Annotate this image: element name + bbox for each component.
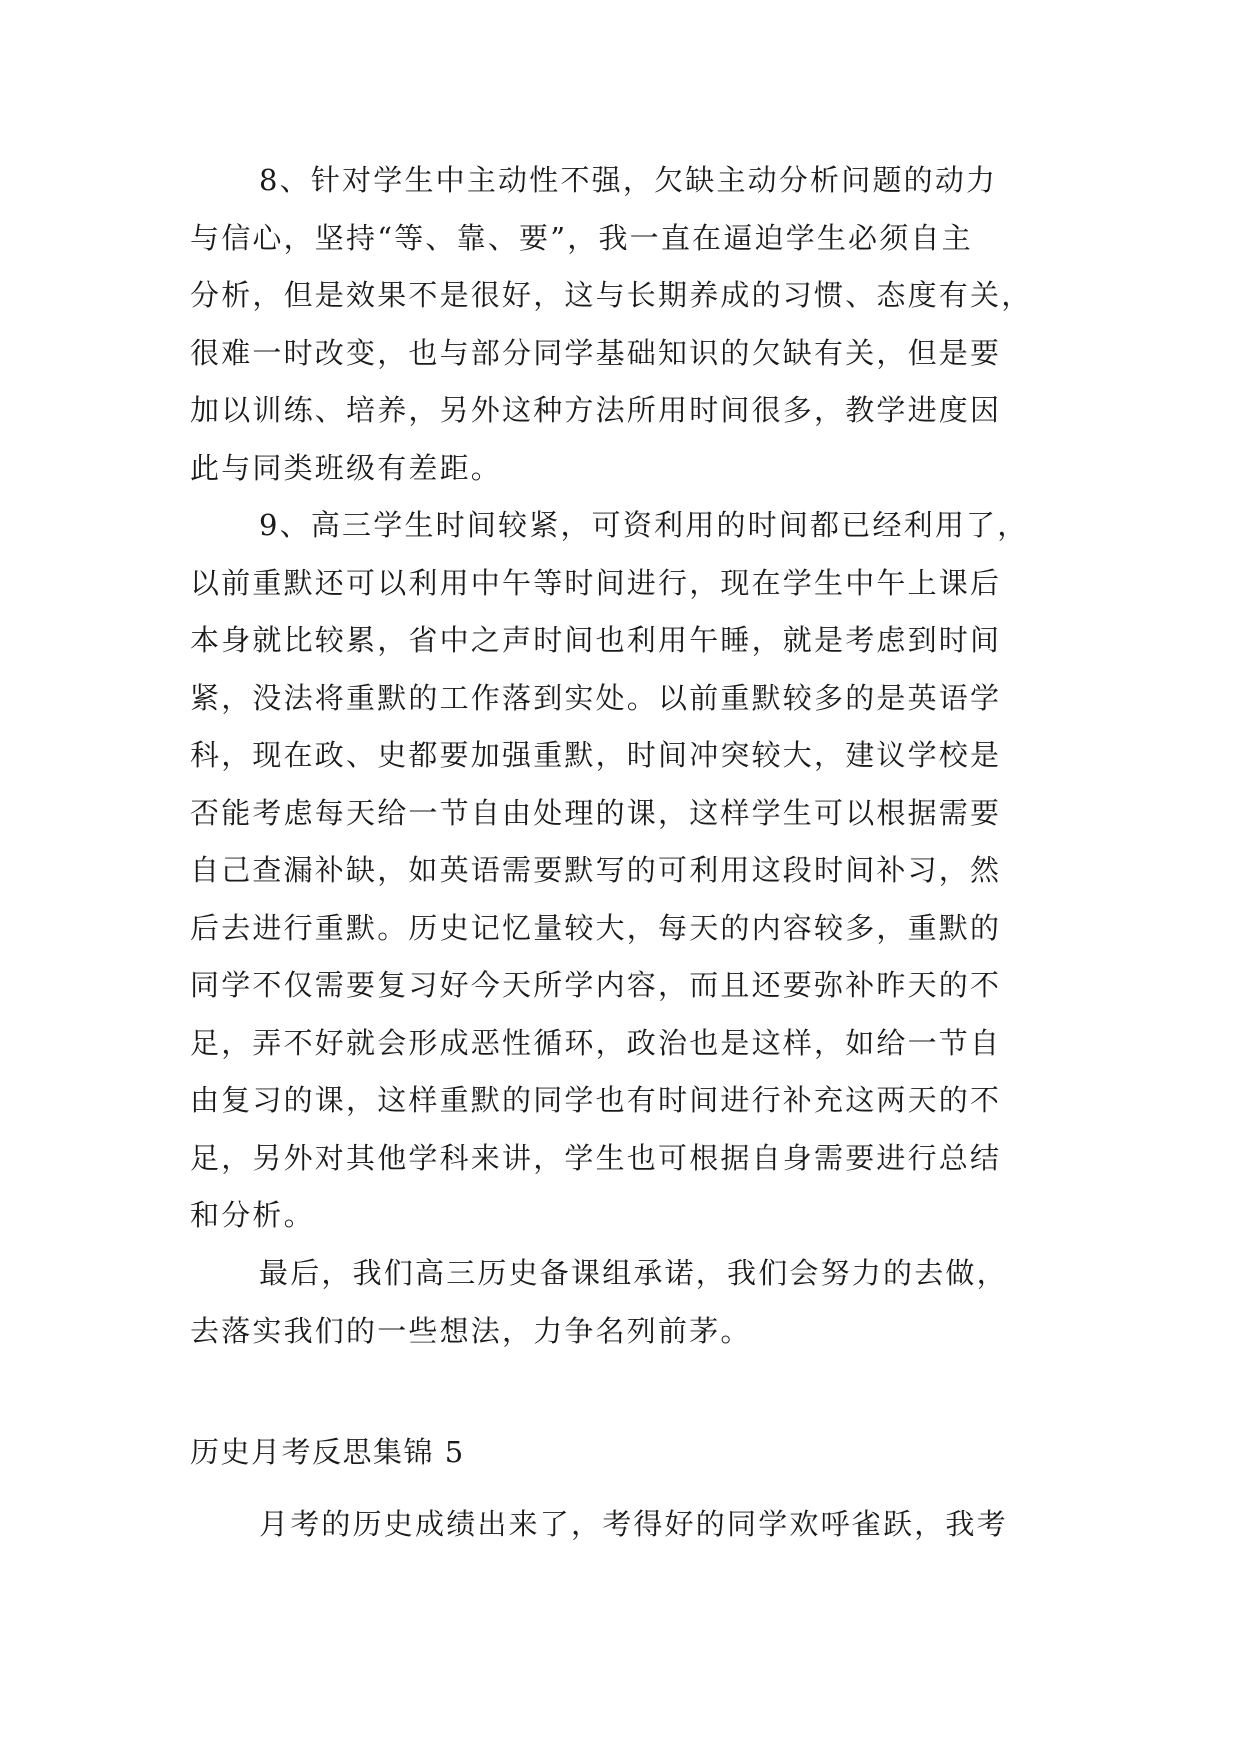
text-line: 此与同类班级有差距。 (190, 450, 503, 485)
text-line: 后去进行重默。历史记忆量较大，每天的内容较多，重默的 (190, 910, 1002, 945)
text-line: 自己查漏补缺，如英语需要默写的可利用这段时间补习，然 (190, 853, 1002, 887)
text-line: 科，现在政、史都要加强重默，时间冲突较大，建议学校是 (190, 738, 1002, 772)
text-line: 分析，但是效果不是很好，这与长期养成的习惯、态度有关， (190, 278, 1033, 312)
paragraph-8 (190, 152, 1052, 497)
text-line: 与信心，坚持“等、靠、要”，我一直在逼迫学生必须自主 (190, 220, 973, 255)
text-line: 最后，我们高三历史备课组承诺，我们会努力的去做， (259, 1256, 1008, 1290)
text-line: 本身就比较累，省中之声时间也利用午睡，就是考虑到时间 (190, 623, 1002, 657)
text-line: 9、高三学生时间较紧，可资利用的时间都已经利用了， (259, 508, 1029, 542)
paragraph-9 (190, 497, 1052, 1245)
text-line: 月考的历史成绩出来了，考得好的同学欢呼雀跃，我考 (259, 1507, 1008, 1541)
text-line: 很难一时改变，也与部分同学基础知识的欠缺有关，但是要 (190, 335, 1002, 370)
paragraph-section5 (190, 1496, 1052, 1554)
text-line: 以前重默还可以利用中午等时间进行，现在学生中午上课后 (190, 565, 1002, 600)
text-line: 足，另外对其他学科来讲，学生也可根据自身需要进行总结 (190, 1140, 1002, 1175)
text-line: 和分析。 (190, 1198, 315, 1232)
text-line: 紧，没法将重默的工作落到实处。以前重默较多的是英语学 (190, 680, 1002, 715)
text-line: 足，弄不好就会形成恶性循环，政治也是这样，如给一节自 (190, 1025, 1002, 1060)
text-line: 8、针对学生中主动性不强，欠缺主动分析问题的动力 (259, 163, 998, 197)
section-heading: 历史月考反思集锦 5 (190, 1435, 465, 1469)
text-line: 否能考虑每天给一节自由处理的课，这样学生可以根据需要 (190, 795, 1002, 830)
text-line: 由复习的课，这样重默的同学也有时间进行补充这两天的不 (190, 1083, 1002, 1117)
text-line: 同学不仅需要复习好今天所学内容，而且还要弥补昨天的不 (190, 968, 1002, 1002)
text-line: 加以训练、培养，另外这种方法所用时间很多，教学进度因 (190, 393, 1002, 427)
text-line: 去落实我们的一些想法，力争名列前茅。 (190, 1313, 752, 1348)
paragraph-final (190, 1245, 1052, 1360)
